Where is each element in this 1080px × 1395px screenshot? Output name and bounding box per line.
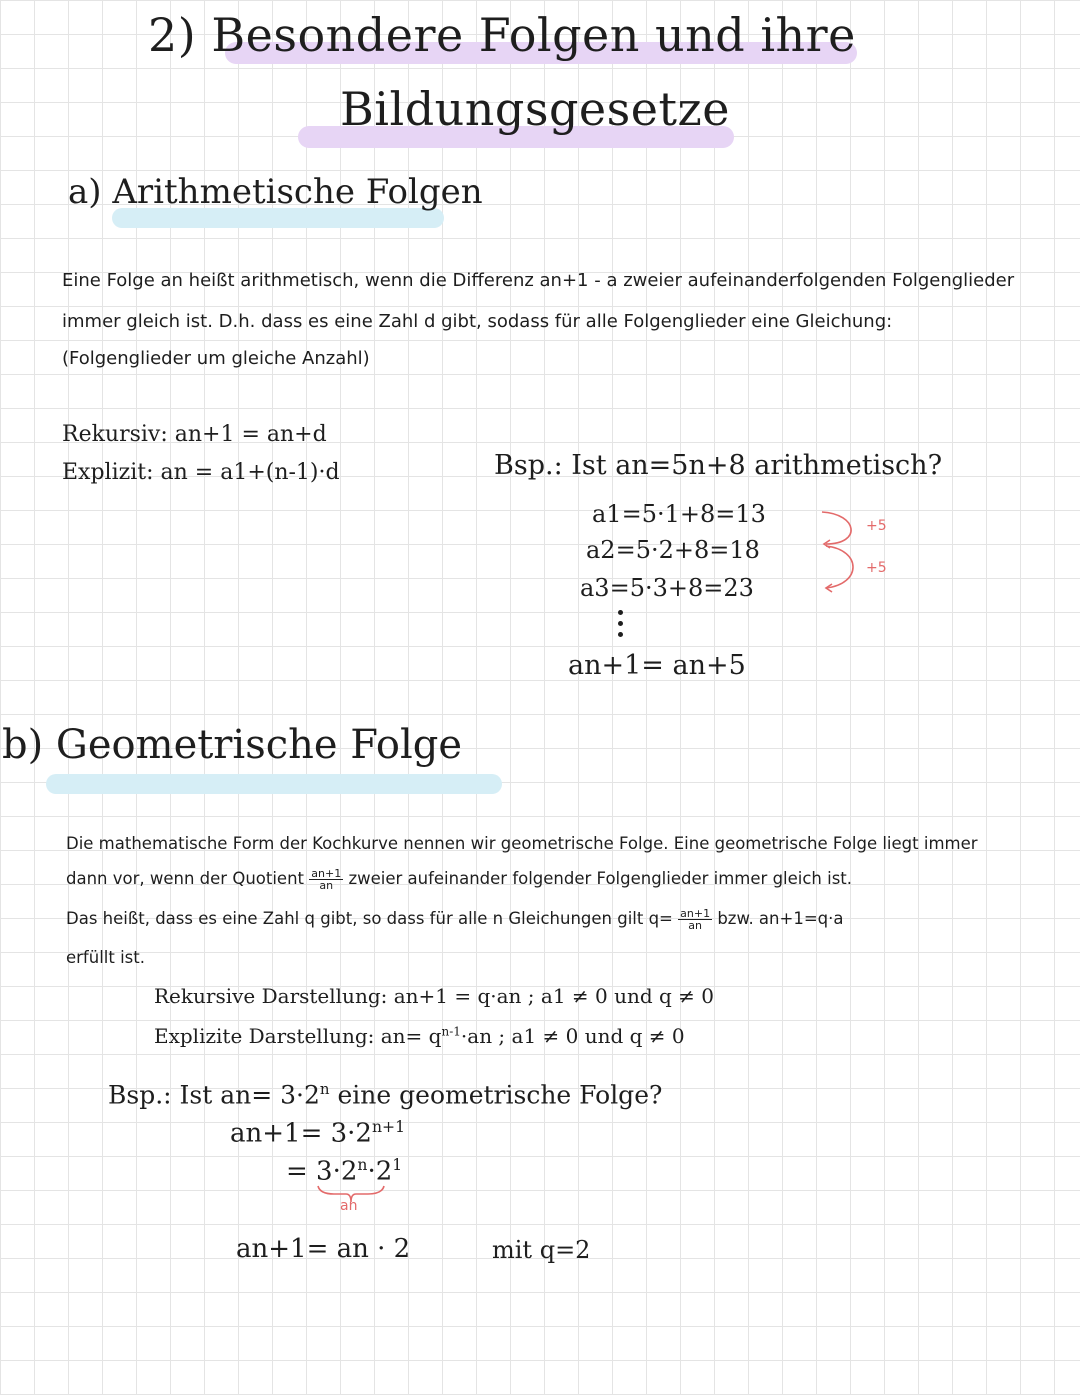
- section-a-example-step-1: a1=5·1+8=13: [592, 500, 766, 528]
- page-title-line-2: Bildungsgesetze: [340, 82, 730, 136]
- section-b-example-question: [108, 1080, 662, 1109]
- section-b-title: b) Geometrische Folge: [2, 722, 463, 768]
- q-denominator: an: [688, 919, 702, 932]
- page-title-line-1: 2) Besondere Folgen und ihre: [148, 8, 856, 62]
- step-2-exponent-2: 1: [392, 1156, 403, 1174]
- section-b-highlight: [46, 774, 502, 794]
- definition-line-2-end: zweier aufeinander folgender Folgenglieder immer gleich ist.: [348, 869, 853, 888]
- section-a-example-step-2: a2=5·2+8=18: [586, 536, 760, 564]
- step-2-base: = 3·2: [286, 1156, 358, 1187]
- q-numerator: an+1: [680, 907, 711, 920]
- section-a-title: a) Arithmetische Folgen: [68, 172, 483, 212]
- quotient-denominator: an: [319, 879, 334, 892]
- difference-label-1: +5: [866, 518, 887, 534]
- section-a-explicit-formula: Explizit: an = a1+(n-1)·d: [62, 460, 340, 485]
- question-end: eine geometrische Folge?: [329, 1080, 663, 1110]
- section-b-recursive-formula: Rekursive Darstellung: an+1 = q·an ; a1 ≠ 0 und q ≠ 0: [154, 984, 715, 1008]
- underbrace-label: an: [340, 1198, 358, 1214]
- explicit-formula-start: Explizite Darstellung: an= q: [154, 1024, 442, 1048]
- explicit-formula-end: ·an ; a1 ≠ 0 und q ≠ 0: [460, 1024, 685, 1048]
- step-2-exponent-1: n: [357, 1156, 368, 1174]
- question-start: Bsp.: Ist an= 3·2: [108, 1080, 320, 1110]
- section-b-definition-line-3: [66, 908, 843, 931]
- section-b-example-step-1: [230, 1118, 405, 1149]
- section-b-example-step-2: [286, 1156, 402, 1187]
- section-a-definition-line-2: immer gleich ist. D.h. dass es eine Zahl d gibt, sodass für alle Folgenglieder eine Gleichung:: [62, 311, 893, 332]
- step-1-base: an+1= 3·2: [230, 1118, 372, 1149]
- section-a-definition-line-3: (Folgenglieder um gleiche Anzahl): [62, 348, 370, 369]
- section-a-example-step-3: a3=5·3+8=23: [580, 574, 754, 602]
- definition-line-3-end: bzw. an+1=q·a: [717, 909, 844, 928]
- quotient-fraction: [309, 868, 343, 891]
- definition-line-3-start: Das heißt, dass es eine Zahl q gibt, so dass für alle n Gleichungen gilt q=: [66, 909, 673, 928]
- difference-label-2: +5: [866, 560, 887, 576]
- section-a-recursive-formula: Rekursiv: an+1 = an+d: [62, 422, 327, 447]
- section-b-example-result: an+1= an · 2: [236, 1234, 411, 1264]
- continuation-dots: [618, 604, 623, 643]
- section-a-example-result: an+1= an+5: [568, 650, 746, 681]
- step-1-exponent: n+1: [371, 1118, 406, 1136]
- section-b-example-q-value: mit q=2: [492, 1236, 591, 1264]
- explicit-formula-exponent: n-1: [441, 1024, 461, 1039]
- section-b-definition-line-4: erfüllt ist.: [66, 948, 145, 967]
- question-exponent: n: [319, 1080, 330, 1098]
- step-2-middle: ·2: [367, 1156, 393, 1187]
- section-a-example-question: Bsp.: Ist an=5n+8 arithmetisch?: [494, 450, 943, 481]
- section-b-definition-line-2: [66, 868, 852, 891]
- section-b-definition-line-1: Die mathematische Form der Kochkurve nennen wir geometrische Folge. Eine geometrische Folge liegt immer: [66, 834, 978, 853]
- definition-line-2-start: dann vor, wenn der Quotient: [66, 869, 305, 888]
- section-a-definition-line-1: Eine Folge an heißt arithmetisch, wenn die Differenz an+1 - a zweier aufeinanderfolgenden Folgenglieder: [62, 270, 1015, 291]
- quotient-numerator: an+1: [311, 867, 342, 880]
- section-b-explicit-formula: [154, 1024, 685, 1048]
- q-fraction: [678, 908, 712, 931]
